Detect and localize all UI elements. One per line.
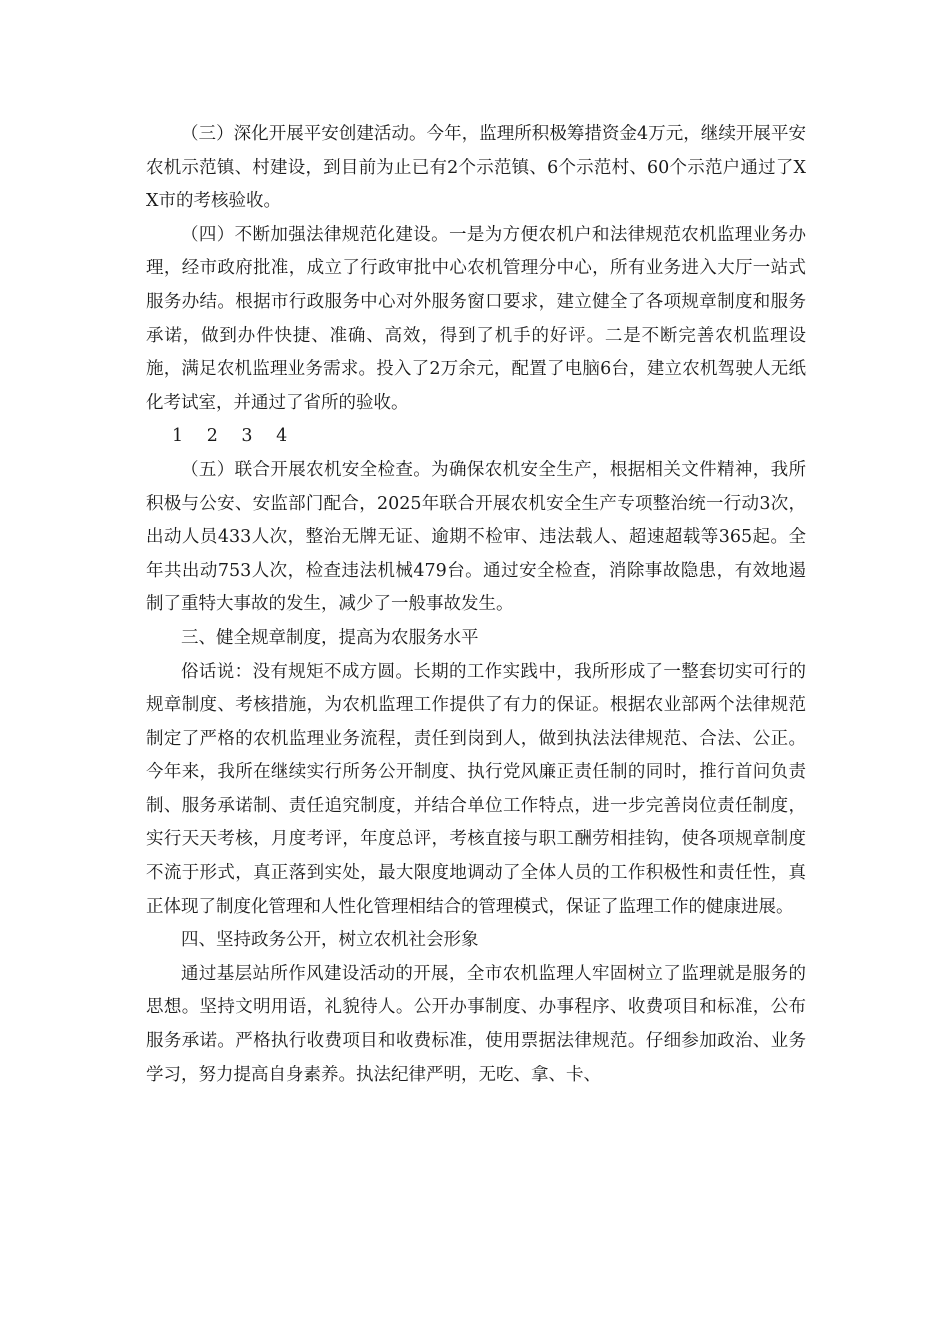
paragraph-openness: 通过基层站所作风建设活动的开展，全市农机监理人牢固树立了监理就是服务的思想。坚持文明用语，礼貌待人。公开办事制度、办事程序、收费项目和标准，公布服务承诺。严格执行收费项目和收费标准，使用票据法律规范。仔细参加政治、业务学习，努力提高自身素养。执法纪律严明，无吃、拿、卡、	[146, 963, 806, 1085]
section-heading-openness: 四、坚持政务公开，树立农机社会形象	[181, 930, 479, 951]
paragraph-safety-inspection: （五）联合开展农机安全检查。为确保农机安全生产，根据相关文件精神，我所积极与公安、安监部门配合，2025年联合开展农机安全生产专项整治统一行动3次，出动人员433人次，整治无牌无证、逾期不检审、违法载人、超速超载等365起。全年共出动753人次，检查违法机械479台。通过安全检查，消除事故隐患，有效地遏制了重特大事故的发生，减少了一般事故发生。	[146, 459, 806, 615]
document-page	[146, 118, 806, 1092]
section-heading-rules: 三、健全规章制度，提高为农服务水平	[181, 627, 479, 648]
paragraph-safety-campaign: （三）深化开展平安创建活动。今年，监理所积极筹措资金4万元，继续开展平安农机示范镇、村建设，到目前为止已有2个示范镇、6个示范村、60个示范户通过了XX市的考核验收。	[146, 124, 806, 212]
paragraph-rules-system: 俗话说：没有规矩不成方圆。长期的工作实践中，我所形成了一整套切实可行的规章制度、考核措施，为农机监理工作提供了有力的保证。根据农业部两个法律规范制定了严格的农机监理业务流程，责任到岗到人，做到执法法律规范、合法、公正。今年来，我所在继续实行所务公开制度、执行党风廉正责任制的同时，推行首问负责制、服务承诺制、责任追究制度，并结合单位工作特点，进一步完善岗位责任制度，实行天天考核，月度考评，年度总评，考核直接与职工酬劳相挂钩，使各项规章制度不流于形式，真正落到实处，最大限度地调动了全体人员的工作积极性和责任性，真正体现了制度化管理和人性化管理相结合的管理模式，保证了监理工作的健康进展。	[146, 661, 806, 917]
paragraph-legal-standardization: （四）不断加强法律规范化建设。一是为方便农机户和法律规范农机监理业务办理，经市政府批准，成立了行政审批中心农机管理分中心，所有业务进入大厅一站式服务办结。根据市行政服务中心对外服务窗口要求，建立健全了各项规章制度和服务承诺，做到办件快捷、准确、高效，得到了机手的好评。二是不断完善农机监理设施，满足农机监理业务需求。投入了2万余元，配置了电脑6台，建立农机驾驶人无纸化考试室，并通过了省所的验收。	[146, 224, 806, 413]
page-number-strip: 1 2 3 4	[172, 426, 297, 447]
